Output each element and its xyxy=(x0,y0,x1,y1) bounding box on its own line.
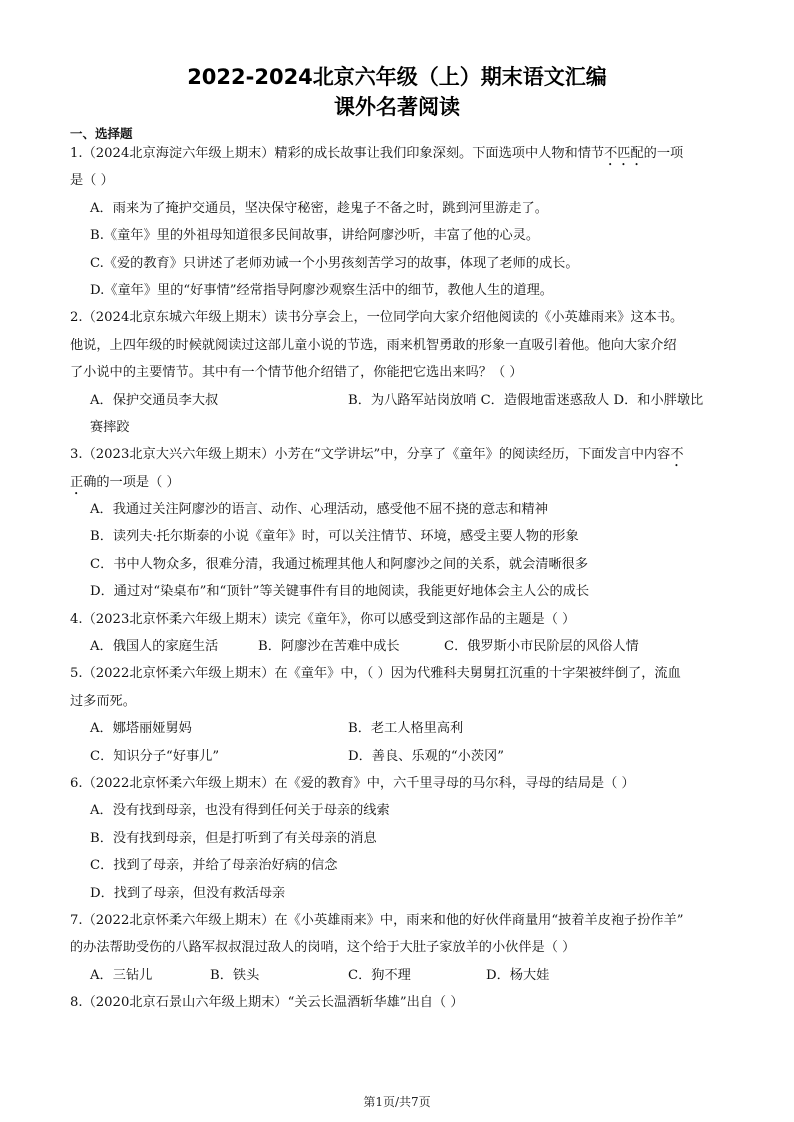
question-5-option-b: B．老工人格里高利 xyxy=(348,721,464,737)
question-2-line-3: 了小说中的主要情节。其中有一个情节他介绍错了，你能把它选出来吗？（ ） xyxy=(70,365,523,381)
emphasis-text: 不 xyxy=(670,447,684,463)
question-4-options xyxy=(70,633,730,660)
question-3-text: 3.（2023北京大兴六年级上期末）小芳在“文学讲坛”中，分享了《童年》的阅读经历，下面发言中内容 xyxy=(70,447,671,463)
question-1-option-c: C.《爱的教育》只讲述了老师劝诫一个小男孩刻苦学习的故事，体现了老师的成长。 xyxy=(90,255,579,271)
question-7-line-2: 的办法帮助受伤的八路军叔叔混过敌人的岗哨，这个给于大肚子家放羊的小伙伴是（ ） xyxy=(70,940,576,956)
question-1-option-d: D.《童年》里的“好事情”经常指导阿廖沙观察生活中的细节，教他人生的道理。 xyxy=(90,282,553,298)
question-6-option-d: D．找到了母亲，但没有救活母亲 xyxy=(90,885,286,901)
question-7-option-d: D．杨大娃 xyxy=(486,967,550,983)
question-2-line-1: 2.（2024北京东城六年级上期末）读书分享会上，一位同学向大家介绍他阅读的《小英雄雨来》这本书。 xyxy=(70,310,684,326)
question-7-option-b: B．铁头 xyxy=(210,967,260,983)
question-2-option-bcd: B．为八路军站岗放哨 C．造假地雷迷惑敌人 D．和小胖墩比 xyxy=(348,392,704,408)
page-number: 第1页/共7页 xyxy=(363,1095,431,1109)
question-6-option-a: A．没有找到母亲，也没有得到任何关于母亲的线索 xyxy=(90,803,390,819)
question-7-option-c: C．狗不理 xyxy=(348,967,411,983)
question-1-text: 1.（2024北京海淀六年级上期末）精彩的成长故事让我们印象深刻。下面选项中人物和情节 xyxy=(70,146,605,161)
question-3-line-2 xyxy=(70,469,730,496)
question-3-option-c: C．书中人物众多，很难分清，我通过梳理其他人和阿廖沙之间的关系，就会清晰很多 xyxy=(90,556,589,572)
question-5-line-2: 过多而死。 xyxy=(70,693,136,709)
question-5-option-d: D．善良、乐观的“小茨冈” xyxy=(348,748,504,764)
question-7-line-1: 7.（2022北京怀柔六年级上期末）在《小英雄雨来》中，雨来和他的好伙伴商量用“披着羊皮袍子扮作羊” xyxy=(70,912,684,928)
document-subtitle: 课外名著阅读 xyxy=(334,95,460,119)
emphasis-text: 不匹配 xyxy=(604,146,644,161)
question-6-option-c: C．找到了母亲，并给了母亲治好病的信念 xyxy=(90,858,338,874)
question-2-line-2: 他说，上四年级的时候就阅读过这部儿童小说的节选，雨来机智勇敢的形象一直吸引着他。他向大家介绍 xyxy=(70,337,677,353)
question-3-option-d: D．通过对“染桌布”和“顶针”等关键事件有目的地阅读，我能更好地体会主人公的成长 xyxy=(90,584,590,600)
question-4-option-a: A．俄国人的家庭生活 xyxy=(90,639,219,655)
emphasis-text: 正 xyxy=(70,474,84,490)
question-5-line-1: 5.（2022北京怀柔六年级上期末）在《童年》中，（ ）因为代雅科夫舅舅扛沉重的十字架被绊倒了，流血 xyxy=(70,666,681,682)
question-5-options-cd xyxy=(70,743,730,770)
question-3-option-a: A．我通过关注阿廖沙的语言、动作、心理活动，感受他不屈不挠的意志和精神 xyxy=(90,502,548,518)
question-1-option-b: B.《童年》里的外祖母知道很多民间故事，讲给阿廖沙听，丰富了他的心灵。 xyxy=(90,228,540,244)
question-1-text-end: 的一项 xyxy=(643,146,684,161)
question-4-option-b: B．阿廖沙在苦难中成长 xyxy=(258,639,400,655)
question-list xyxy=(70,140,730,1017)
question-6-option-b: B．没有找到母亲，但是打听到了有关母亲的消息 xyxy=(90,830,377,846)
question-7-options xyxy=(70,962,730,989)
question-5-option-a: A．娜塔丽娅舅妈 xyxy=(90,721,192,737)
question-1-line-1 xyxy=(70,140,730,167)
question-6-line-1: 6.（2022北京怀柔六年级上期末）在《爱的教育》中，六千里寻母的马尔科，寻母的结局是（ ） xyxy=(70,775,635,791)
question-7-option-a: A．三钻儿 xyxy=(90,967,153,983)
question-5-option-c: C．知识分子“好事儿” xyxy=(90,748,220,764)
question-2-options xyxy=(70,387,730,414)
question-4-line-1: 4.（2023北京怀柔六年级上期末）读完《童年》，你可以感受到这部作品的主题是（ ） xyxy=(70,611,576,627)
question-8-line-1: 8.（2020北京石景山六年级上期末）“关云长温酒斩华雄”出自（ ） xyxy=(70,995,464,1011)
question-4-option-c: C．俄罗斯小市民阶层的风俗人情 xyxy=(444,639,639,655)
question-3-text-end: 确的一项是（ ） xyxy=(83,474,180,490)
question-3-option-b: B．读列夫·托尔斯泰的小说《童年》时，可以关注情节、环境，感受主要人物的形象 xyxy=(90,529,579,545)
question-2-option-wrap: 赛摔跤 xyxy=(90,419,130,435)
document-title: 2022-2024北京六年级（上）期末语文汇编 xyxy=(187,65,607,89)
question-3-line-1 xyxy=(70,441,730,468)
section-heading: 一、选择题 xyxy=(70,126,133,141)
question-5-options-ab xyxy=(70,715,730,742)
question-1-line-2: 是（ ） xyxy=(70,173,114,189)
question-1-option-a: A．雨来为了掩护交通员，坚决保守秘密，趁鬼子不备之时，跳到河里游走了。 xyxy=(90,200,548,216)
question-2-option-a: A．保护交通员李大叔 xyxy=(90,392,219,408)
